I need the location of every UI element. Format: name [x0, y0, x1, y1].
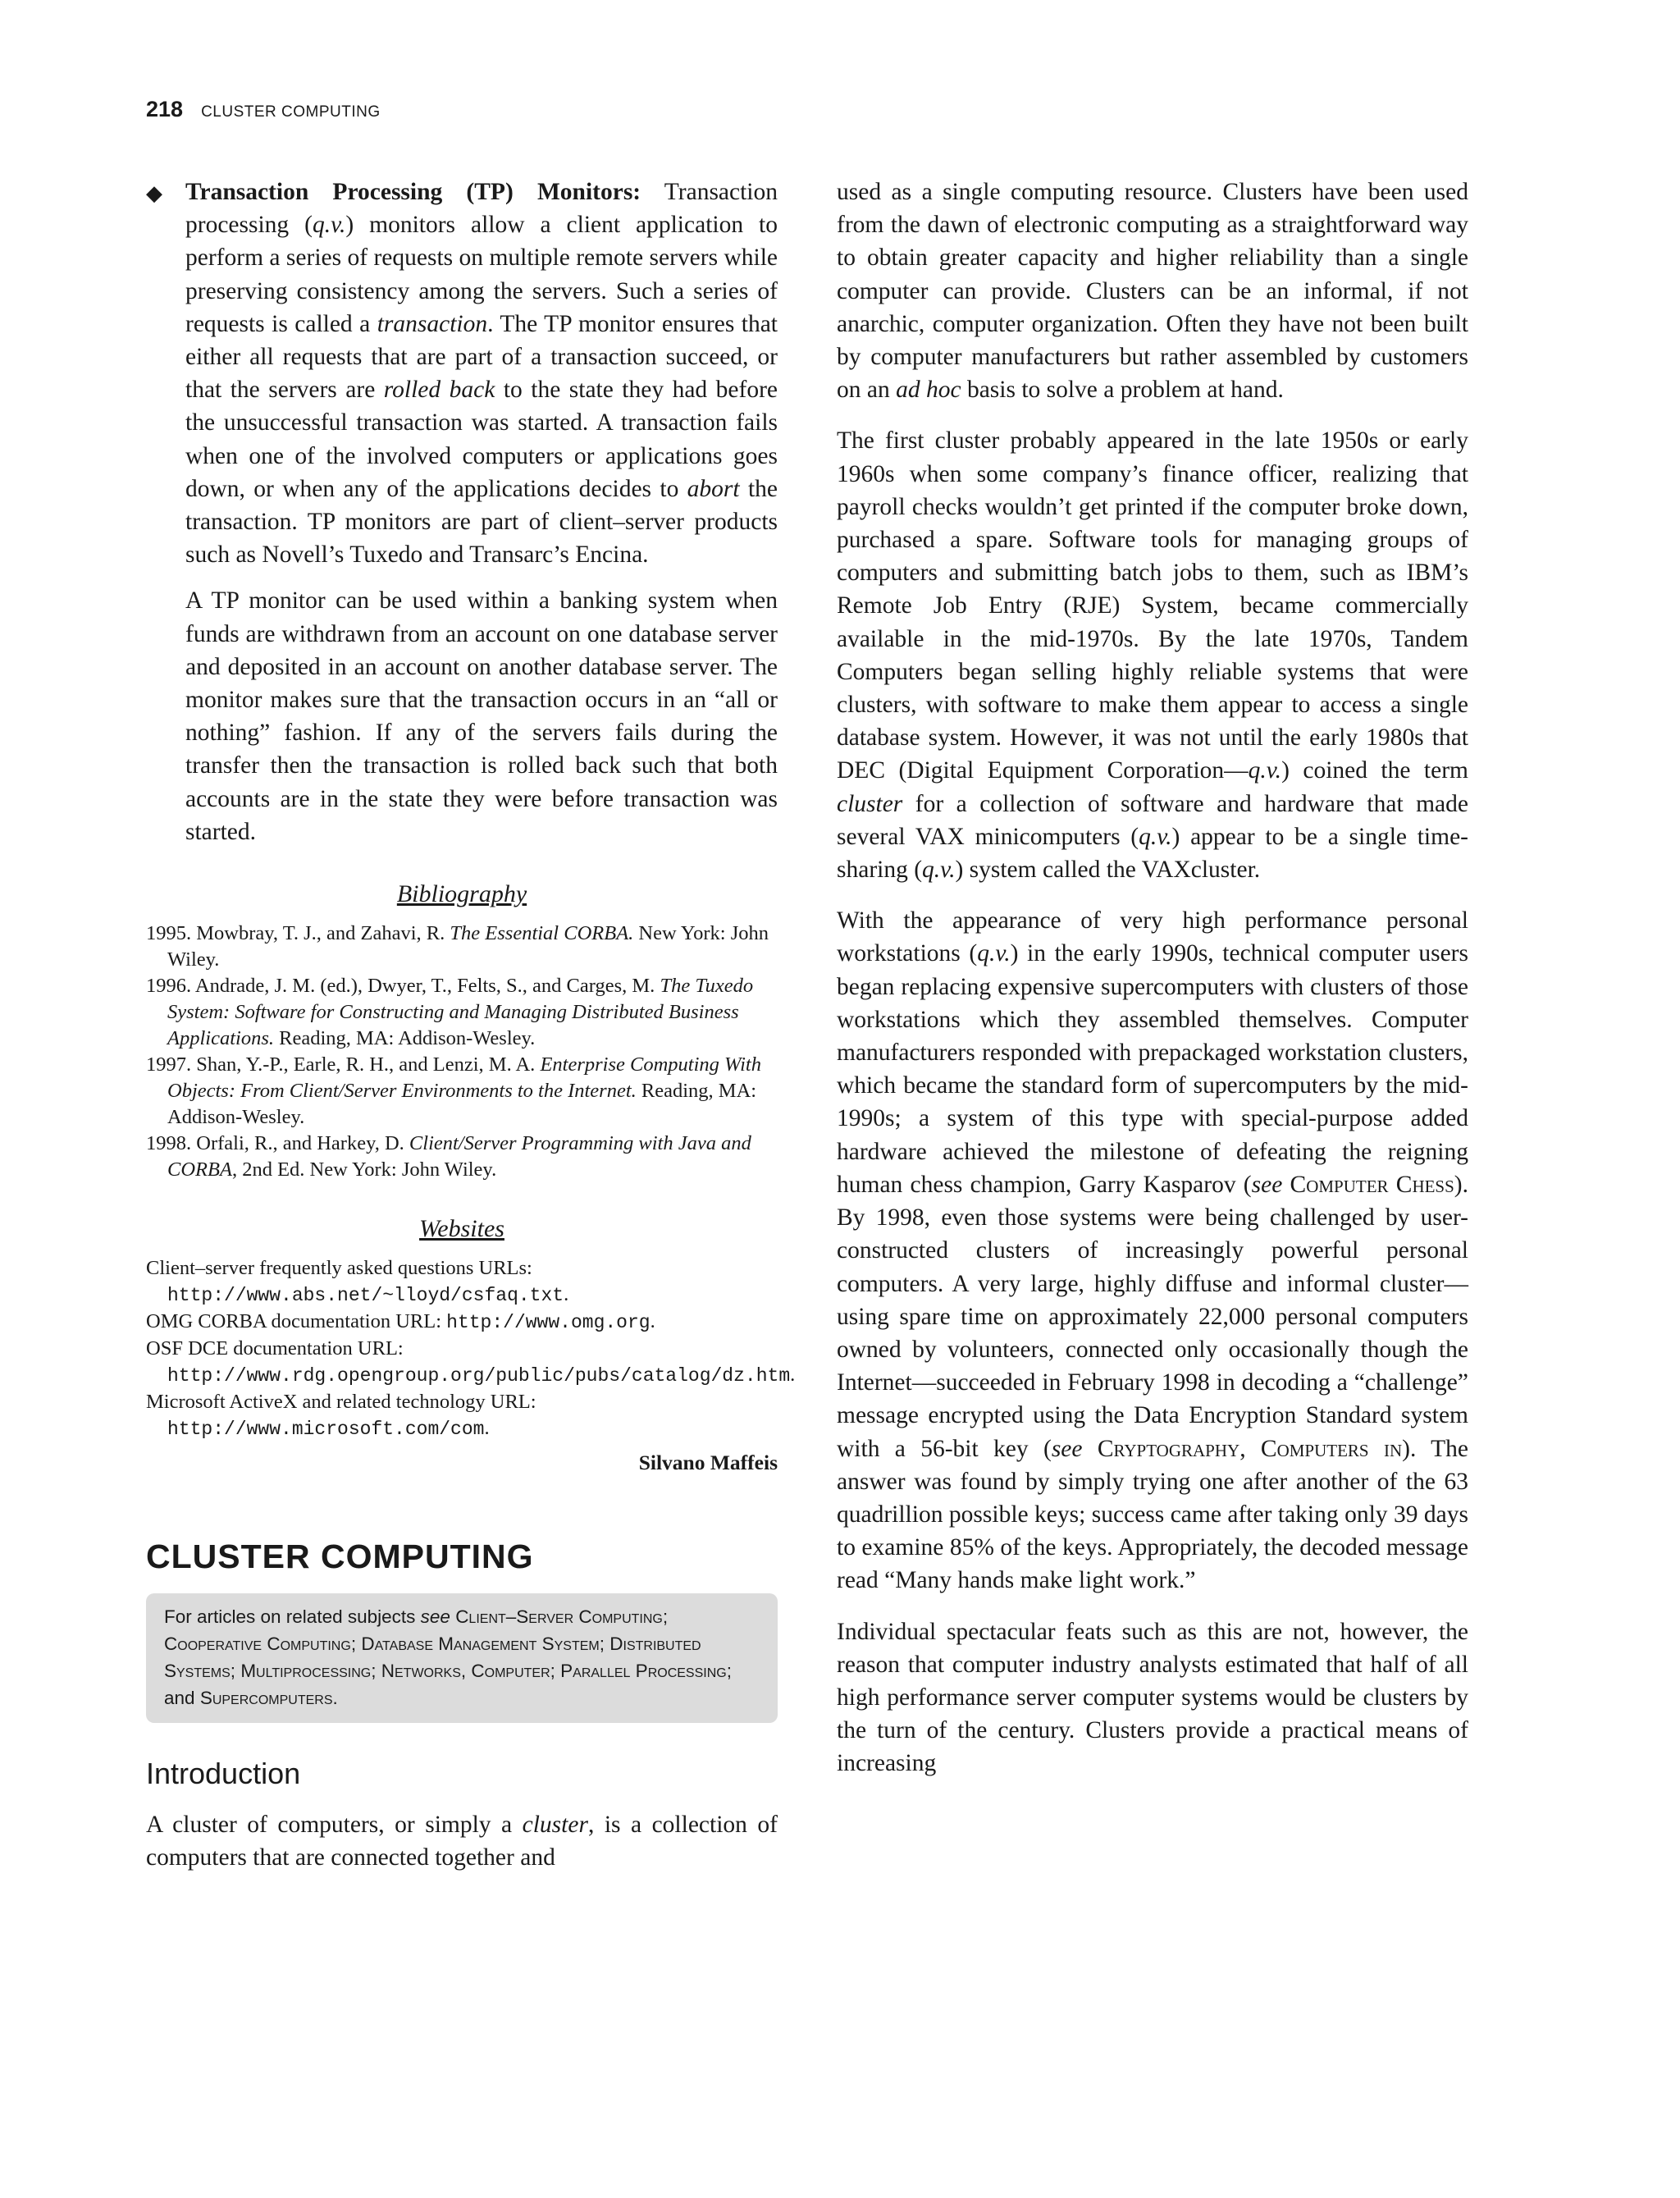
- related-ref[interactable]: Client–Server Computing: [455, 1606, 663, 1628]
- website-url[interactable]: http://www.abs.net/~lloyd/csfaq.txt: [167, 1285, 564, 1307]
- website-entry: OSF DCE documentation URL: http://www.rdg.opengroup.org/public/pubs/catalog/dz.htm.: [146, 1337, 796, 1387]
- websites-heading: Websites: [419, 1215, 504, 1243]
- right-paragraph-2: The first cluster probably appeared in the late 1950s or early 1960s when some company’s finance officer, realizing that payroll checks wouldn’t get printed if the computer broke down, purchased a spare. Software tools for managing groups of computers and submitting batch jobs to them, such as IBM’s Remote Job Entry (RJE) System, became commercially available in the mid-1970s. By the late 1970s, Tandem Computers began selling highly reliable systems that were clusters, with software to make them appear to access a single database system. However, it was not until the early 1980s that DEC (Digital Equipment Corporation—q.v.) coined the term cluster for a collection of software and hardware that made several VAX minicomputers (q.v.) appear to be a single time-sharing (q.v.) system called the VAXcluster.: [837, 427, 1468, 884]
- article-title: CLUSTER COMPUTING: [146, 1538, 534, 1576]
- introduction-paragraph: A cluster of computers, or simply a cluster, is a collection of computers that are connected together and: [146, 1812, 778, 1871]
- right-column: [837, 176, 1468, 1780]
- right-paragraph-4: Individual spectacular feats such as this are not, however, the reason that computer industry analysts estimated that half of all high performance server computer systems would be clusters by the turn of the century. Clusters provide a practical means of increasing: [837, 1618, 1468, 1777]
- tp-monitors-item: [146, 176, 778, 848]
- introduction-heading: Introduction: [146, 1757, 301, 1791]
- related-ref[interactable]: Networks, Computer: [381, 1661, 550, 1682]
- bibliography-entry: 1996. Andrade, J. M. (ed.), Dwyer, T., Felts, S., and Carges, M. The Tuxedo System: Software for Constructing and Managing Distributed Business Applications. Reading, MA: Addison-Wesley.: [146, 975, 754, 1050]
- website-entry: OMG CORBA documentation URL: http://www.omg.org.: [146, 1310, 655, 1334]
- cross-ref-computer-chess[interactable]: Computer Chess: [1290, 1171, 1454, 1198]
- left-column: [146, 176, 796, 1874]
- tp-term: Transaction Processing (TP) Monitors:: [185, 179, 641, 205]
- website-entry: Client–server frequently asked questions URLs: http://www.abs.net/~lloyd/csfaq.txt.: [146, 1257, 569, 1307]
- bibliography-entry: 1997. Shan, Y.-P., Earle, R. H., and Lenzi, M. A. Enterprise Computing With Objects: From Client/Server Environments to the Internet. Reading, MA: Addison-Wesley.: [146, 1053, 761, 1129]
- page-number: 218: [146, 97, 184, 121]
- related-ref[interactable]: Parallel Processing: [560, 1661, 727, 1682]
- related-ref[interactable]: Distributed Systems: [164, 1634, 701, 1682]
- diamond-bullet-icon: ◆: [146, 181, 162, 205]
- website-url[interactable]: http://www.omg.org: [446, 1312, 651, 1334]
- author-name: Silvano Maffeis: [638, 1451, 778, 1475]
- running-head: [146, 97, 381, 122]
- related-ref[interactable]: Multiprocessing: [240, 1661, 372, 1682]
- right-paragraph-1: used as a single computing resource. Clusters have been used from the dawn of electronic computing as a straightforward way to obtain greater capacity and higher reliability than a single computer can provide. Clusters can be an informal, if not anarchic, computer organization. Often they have not been built by computer manufacturers but rather assembled by customers on an ad hoc basis to solve a problem at hand.: [837, 179, 1468, 404]
- related-ref[interactable]: Supercomputers: [199, 1688, 333, 1709]
- websites-list: [146, 1255, 796, 1442]
- right-paragraph-3: With the appearance of very high performance personal workstations (q.v.) in the early 1990s, technical computer users began replacing expensive supercomputers with clusters of those workstations which they assembled themselves. Computer manufacturers responded with prepackaged workstation clusters, which became the standard form of supercomputers by the mid-1990s; a system of this type with special-purpose added hardware achieved the milestone of defeating the reigning human chess champion, Garry Kasparov (see Computer Chess). By 1998, even those systems were being challenged by user-constructed clusters of increasingly powerful personal computers. A very large, highly diffuse and informal cluster—using spare time on approximately 22,000 personal computers owned by volunteers, connected only occasionally though the Internet—succeeded in February 1998 in decoding a “challenge” message encrypted using the Data Encryption Standard system with a 56-bit key (see Cryptography, Computers in). The answer was found by simply trying one after another of the 63 quadrillion possible keys; success came after taking only 39 days to examine 85% of the keys. Appropriately, the decoded message read “Many hands make light work.”: [837, 907, 1469, 1594]
- tp-paragraph-1: Transaction Processing (TP) Monitors: Transaction processing (q.v.) monitors allow a client application to perform a series of requests on multiple remote servers while preserving consistency among the servers. Such a series of requests is called a transaction. The TP monitor ensures that either all requests that are part of a transaction succeed, or that the servers are rolled back to the state they had before the unsuccessful transaction was started. A transaction fails when one of the involved computers or applications goes down, or when any of the applications decides to abort the transaction. TP monitors are part of client–server products such as Novell’s Tuxedo and Transarc’s Encina.: [185, 179, 778, 569]
- bibliography-entry: 1995. Mowbray, T. J., and Zahavi, R. The Essential CORBA. New York: John Wiley.: [146, 922, 769, 971]
- running-head-section: CLUSTER COMPUTING: [201, 103, 381, 121]
- bibliography-list: [146, 921, 778, 1183]
- related-subjects-box: For articles on related subjects see Client–Server Computing; Cooperative Computing; Database Management System; Distributed Systems; Multiprocessing; Networks, Computer; Parallel Processing; and Supercomputers.: [146, 1593, 778, 1723]
- tp-paragraph-2: A TP monitor can be used within a banking system when funds are withdrawn from an account on one database server and deposited in an account on another database server. The monitor makes sure that the transaction occurs in an “all or nothing” fashion. If any of the servers fails during the transfer then the transaction is rolled back such that both accounts are in the state they were before transaction was started.: [185, 587, 778, 845]
- website-url[interactable]: http://www.microsoft.com/com: [167, 1419, 485, 1441]
- website-url[interactable]: http://www.rdg.opengroup.org/public/pubs/catalog/dz.htm: [167, 1365, 791, 1387]
- bibliography-heading: Bibliography: [396, 880, 527, 908]
- bibliography-entry: 1998. Orfali, R., and Harkey, D. Client/Server Programming with Java and CORBA, 2nd Ed. New York: John Wiley.: [146, 1132, 751, 1181]
- cross-ref-cryptography[interactable]: Cryptography, Computers in: [1097, 1435, 1403, 1462]
- related-ref[interactable]: Database Management System: [361, 1634, 600, 1655]
- related-ref[interactable]: Cooperative Computing: [164, 1634, 351, 1655]
- website-entry: Microsoft ActiveX and related technology URL: http://www.microsoft.com/com.: [146, 1391, 536, 1441]
